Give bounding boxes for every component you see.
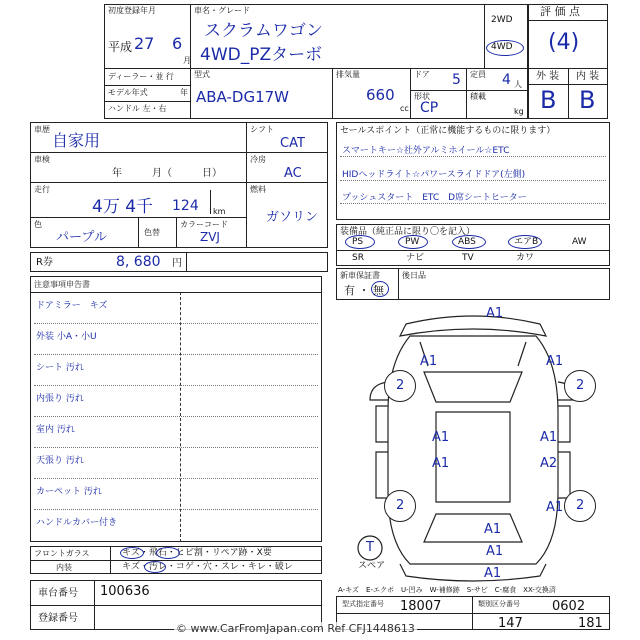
kg-unit: kg — [514, 107, 524, 116]
exterior-grade: B — [540, 86, 557, 114]
mark-spare-tire: T — [366, 540, 374, 555]
interior-dirt-circle — [144, 561, 166, 573]
sales-line-3: プッシュスタート ETC D席シートヒーター — [342, 193, 527, 203]
sales-line-1: スマートキー☆社外アルミホイール☆ETC — [342, 146, 510, 156]
shift-value: CAT — [280, 136, 305, 151]
equip-pw: PW — [405, 237, 420, 247]
km-unit: km — [213, 207, 226, 216]
type-cert-label: 型式指定番号 — [342, 600, 384, 608]
note-line: 天張り 汚れ — [36, 456, 84, 466]
equip-ps: PS — [352, 237, 364, 247]
mileage-label: 走行 — [34, 185, 50, 194]
score-value: (4) — [548, 30, 580, 55]
recycle-unit: 円 — [172, 258, 182, 269]
note-line: ドアミラー キズ — [36, 301, 108, 311]
warranty-label: 新車保証書 — [340, 271, 380, 280]
warranty-value: 有 ・ 無 — [344, 284, 384, 297]
notes-box — [30, 276, 322, 542]
note-line: 内張り 汚れ — [36, 394, 84, 404]
capacity-unit: 人 — [514, 80, 522, 89]
color-label: 色 — [34, 220, 42, 229]
ac-value: AC — [284, 166, 302, 181]
era: 平成 — [108, 40, 133, 54]
mark-rear-bumper: A1 — [484, 566, 502, 581]
grade: 4WD_PZターボ — [200, 45, 323, 65]
mark-wheel-rl: 2 — [396, 498, 405, 513]
sales-points-label: セールスポイント（正常に機能するものに限ります） — [340, 126, 556, 136]
equip-abs: ABS — [458, 237, 476, 247]
mileage-value: 4万 4千 — [92, 197, 154, 217]
model-code: ABA-DG17W — [196, 88, 289, 106]
interior-label: 内 装 — [576, 71, 600, 82]
spare-label: スペア — [358, 561, 386, 571]
glass-stone-circle — [156, 547, 180, 559]
inspection-label: 車検 — [34, 155, 50, 164]
mark-left-front-door: A1 — [432, 430, 450, 445]
capacity: 4 — [502, 72, 511, 88]
watermark: © www.CarFromJapan.com Ref CFJ1448613 — [176, 622, 415, 635]
mark-wheel-fr: 2 — [576, 378, 585, 393]
record-label: 後日品 — [402, 271, 426, 280]
load-label: 積載 — [470, 92, 486, 101]
color-value: パープル — [56, 230, 107, 245]
handle-label: ハンドル 左・右 — [108, 104, 167, 113]
note-line: ハンドルカバー付き — [36, 518, 118, 528]
notes-label: 注意事項申告書 — [34, 280, 90, 289]
fuel-value: ガソリン — [266, 210, 319, 225]
color-code-label: カラーコード — [180, 220, 228, 229]
recycle-value: 8, 680 — [116, 254, 161, 270]
equip-airbag: エアB — [514, 237, 539, 247]
ac-label: 冷房 — [250, 155, 266, 164]
inspection-fmt: 年 月（ 日） — [112, 168, 222, 179]
mark-left-rear-door: A1 — [432, 456, 450, 471]
mark-tailgate: A1 — [484, 522, 502, 537]
equip-aw: AW — [572, 237, 587, 247]
color-no-label: 色替 — [144, 228, 160, 237]
name-grade-label: 車名・グレード — [194, 6, 250, 15]
interior-grade: B — [579, 86, 596, 114]
equip-tv: TV — [462, 253, 474, 263]
car-no-label: 車台番号 — [38, 588, 78, 599]
note-line: 室内 汚れ — [36, 425, 75, 435]
note-line: カーペット 汚れ — [36, 487, 102, 497]
shift-label: シフト — [250, 125, 274, 134]
mileage-extra: 124 — [172, 198, 199, 214]
note-line: シート 汚れ — [36, 363, 84, 373]
type-cert: 18007 — [400, 599, 442, 614]
mark-wheel-fl: 2 — [396, 378, 405, 393]
note-line: 外装 小A・小U — [36, 332, 97, 342]
dim-b: 181 — [578, 616, 603, 631]
model-code-label: 型式 — [194, 70, 210, 79]
sales-line-2: HIDヘッドライト☆パワースライドドア(左側) — [342, 170, 526, 180]
use-value: 自家用 — [52, 131, 101, 150]
mark-right-rear-door: A2 — [540, 456, 558, 471]
car-no: 100636 — [100, 584, 150, 599]
use-label: 車歴 — [34, 125, 50, 134]
equip-navi: ナビ — [406, 253, 425, 263]
recycle-label: R券 — [36, 257, 53, 268]
fuel-label: 燃料 — [250, 185, 266, 194]
mark-right-front-door: A1 — [540, 430, 558, 445]
damage-legend: A-キズ E-エクボ U-凹み W-補修跡 S-サビ C-腐食 XX-交換済 — [338, 586, 556, 594]
color-code: ZVJ — [200, 230, 220, 244]
equip-leather: カワ — [516, 253, 535, 263]
reg-no-label: 登録番号 — [38, 613, 78, 624]
doors: 5 — [452, 72, 461, 88]
mark-left-front-fender: A1 — [420, 354, 438, 369]
mark-tailgate-lower: A1 — [486, 544, 504, 559]
capacity-label: 定員 — [470, 70, 486, 79]
interior-glass-label: 内装 — [56, 563, 72, 572]
front-glass-text: キズ・飛石・ヒビ割・リペア跡・X要 — [122, 548, 272, 558]
month-unit: 月 — [183, 56, 191, 65]
car-diagram — [336, 302, 610, 582]
shape-label: 形状 — [414, 92, 430, 101]
interior-glass-text: キズ・汚レ・コゲ・穴・スレ・キレ・破レ — [122, 562, 293, 572]
cc-unit: cc — [400, 104, 409, 113]
equip-sr: SR — [352, 253, 364, 263]
first-reg-label: 初度登録年月 — [108, 6, 156, 15]
dim-a: 147 — [498, 616, 523, 631]
mark-right-front-fender: A1 — [546, 354, 564, 369]
equipment-label: 装備品（純正品に限り〇を記入） — [340, 227, 476, 237]
reg-year: 27 — [134, 34, 155, 53]
reg-month: 6 — [172, 34, 183, 53]
shape: CP — [420, 100, 439, 116]
dealer-label: ディーラー・並 行 — [108, 72, 174, 81]
glass-scratch-circle — [120, 547, 144, 559]
door-label: ドア — [414, 70, 430, 79]
mark-right-rear-fender: A1 — [546, 500, 564, 515]
model-year-unit: 年 — [180, 88, 188, 97]
class-no: 0602 — [552, 599, 586, 614]
class-label: 類別区分番号 — [478, 600, 520, 608]
exterior-label: 外 装 — [536, 71, 560, 82]
score-label: 評 価 点 — [540, 5, 580, 18]
front-glass-label: フロントガラス — [34, 549, 90, 558]
drive-2wd: 2WD — [491, 15, 513, 25]
mark-front-bumper: A1 — [486, 306, 504, 321]
car-name: スクラムワゴン — [204, 21, 323, 41]
drive-4wd: 4WD — [491, 42, 513, 52]
displacement: 660 — [366, 86, 395, 104]
displacement-label: 排気量 — [336, 70, 360, 79]
model-year-label: モデル年式 — [108, 88, 148, 97]
mark-wheel-rr: 2 — [576, 498, 585, 513]
